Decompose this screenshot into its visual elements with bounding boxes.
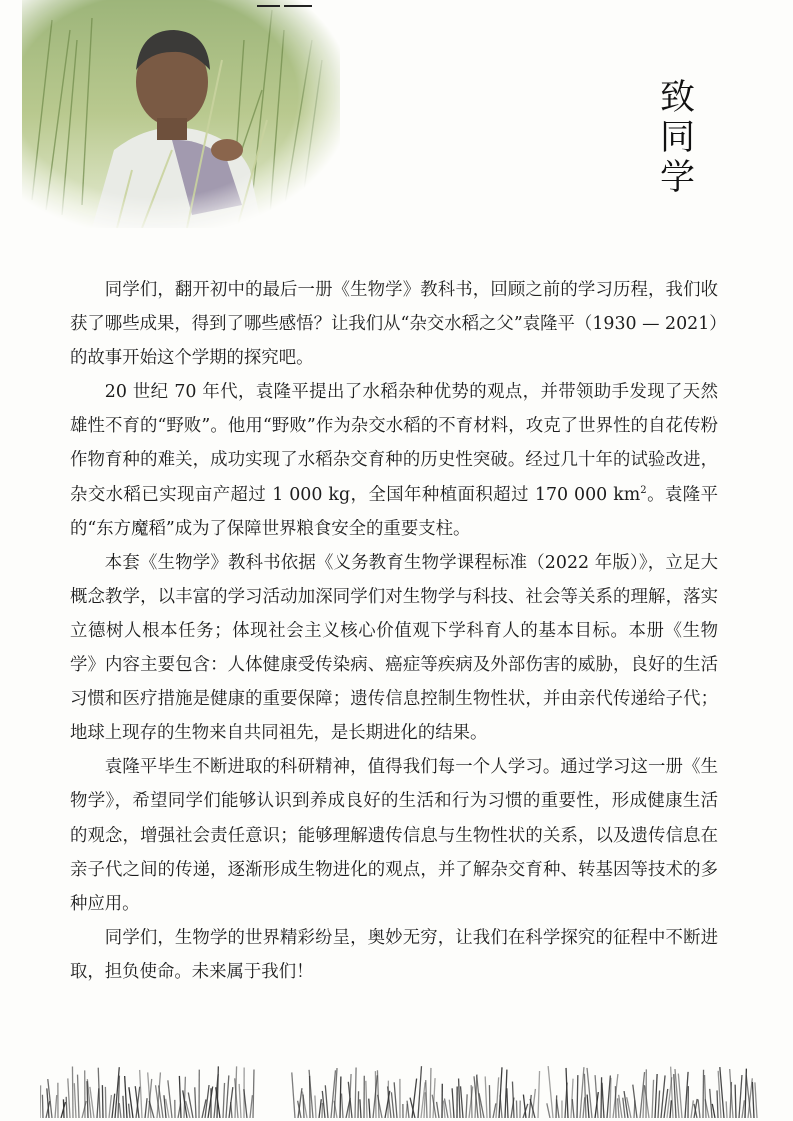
paragraph-2-text-a: 20 世纪 70 年代，袁隆平提出了水稻杂种优势的观点，并带领助手发现了天然雄性不育的“野败”。他用“野败”作为杂交水稻的不育材料，攻克了世界性的自花传粉作物育种的难关，成功实现了水稻杂交育种的历史性突破。经过几十年的试验改进，杂交水稻已实现亩产超过 1 000 kg，全国年种植面积超过 170 000 km	[70, 382, 718, 505]
paragraph-2-text-b: 。袁隆平的“东方魔稻”成为了保障世界粮食安全的重要支柱。	[70, 484, 718, 539]
grass-border-decoration	[40, 1062, 770, 1118]
rice-field-portrait-photo	[22, 0, 340, 228]
title-char-3: 学	[660, 158, 696, 198]
page-title	[660, 78, 710, 198]
area-unit-superscript: 2	[640, 484, 647, 496]
paragraph-5: 同学们，生物学的世界精彩纷呈，奥妙无穷，让我们在科学探究的征程中不断进取，担负使命。未来属于我们！	[70, 927, 718, 982]
letter-body	[70, 273, 718, 989]
paragraph-4: 袁隆平毕生不断进取的科研精神，值得我们每一个人学习。通过学习这一册《生物学》，希望同学们能够认识到养成良好的生活和行为习惯的重要性，形成健康生活的观念，增强社会责任意识；能够理解遗传信息与生物性状的关系，以及遗传信息在亲子代之间的传递，逐渐形成生物进化的观点，并了解杂交育种、转基因等技术的多种应用。	[70, 757, 718, 914]
paragraph-3: 本套《生物学》教科书依据《义务教育生物学课程标准（2022 年版）》，立足大概念教学，以丰富的学习活动加深同学们对生物学与科技、社会等关系的理解，落实立德树人根本任务；体现社会主义核心价值观下学科育人的基本目标。本册《生物学》内容主要包含：人体健康受传染病、癌症等疾病及外部伤害的威胁，良好的生活习惯和医疗措施是健康的重要保障；遗传信息控制生物性状，并由亲代传递给子代；地球上现存的生物来自共同祖先，是长期进化的结果。	[70, 552, 718, 744]
paragraph-2	[70, 375, 718, 545]
paragraph-1: 同学们，翻开初中的最后一册《生物学》教科书，回顾之前的学习历程，我们收获了哪些成果，得到了哪些感悟？让我们从“杂交水稻之父”袁隆平（1930 — 2021）的故事开始这个学期的探究吧。	[70, 280, 718, 369]
title-char-2: 同	[660, 118, 696, 158]
title-char-1: 致	[660, 78, 696, 118]
